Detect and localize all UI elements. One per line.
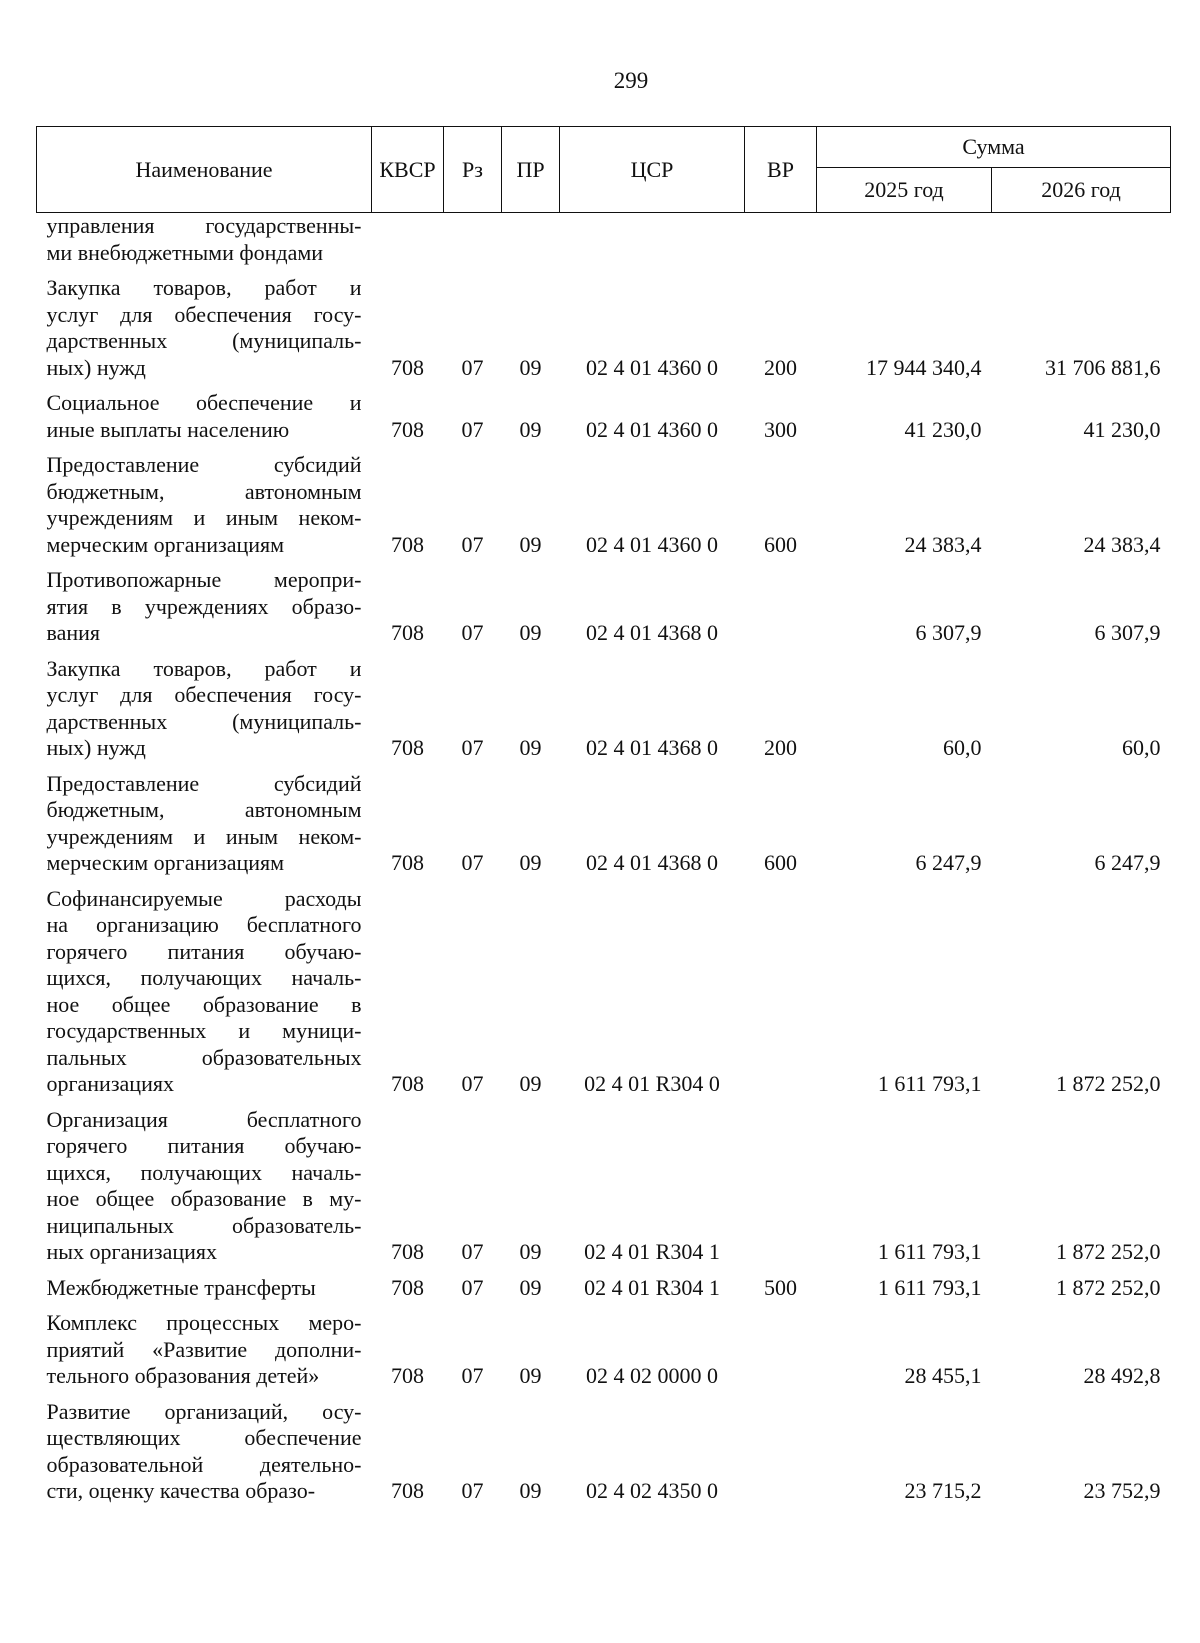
- cell-pr: 09: [519, 735, 542, 760]
- name-line: ми внебюджетными фондами: [46, 239, 324, 265]
- cell-rz: 07: [461, 1478, 484, 1503]
- name-line: управления государственны-: [46, 213, 362, 238]
- cell-name: [37, 647, 372, 762]
- cell-name: [37, 213, 372, 267]
- table-row: [37, 1390, 1171, 1505]
- cell-rz: 07: [461, 1274, 484, 1300]
- name-line: Комплекс процессных меро-: [46, 1310, 362, 1335]
- table-row: [37, 266, 1171, 381]
- name-line: Организация бесплатного: [46, 1106, 362, 1132]
- name-line: иные выплаты населению: [46, 416, 290, 442]
- cell-rz: 07: [461, 1363, 484, 1388]
- cell-amount-2026: 6 307,9: [1094, 620, 1161, 645]
- cell-csr: 02 4 01 4360 0: [586, 531, 718, 557]
- cell-amount-2026: 1 872 252,0: [1056, 1274, 1161, 1300]
- cell-vr: [745, 1390, 817, 1505]
- name-line: сти, оценку качества образо-: [46, 1478, 316, 1503]
- cell-name: [37, 1301, 372, 1390]
- name-line: Предоставление субсидий: [46, 770, 362, 796]
- name-line: ное общее образование в: [46, 991, 362, 1017]
- cell-vr: 200: [764, 735, 797, 760]
- name-line: приятий «Развитие дополни-: [46, 1336, 362, 1362]
- name-line: ятия в учреждениях образо-: [46, 593, 362, 619]
- cell-amount-2026: 41 230,0: [1083, 416, 1161, 442]
- table-body: [37, 213, 1171, 1505]
- name-line: ное общее образование в му-: [46, 1186, 362, 1211]
- cell-csr: 02 4 01 R304 0: [584, 1071, 720, 1096]
- cell-pr: 09: [519, 1478, 542, 1503]
- name-line: учреждениям и иным неком-: [46, 505, 362, 530]
- cell-kvsr: 708: [391, 1071, 424, 1096]
- page-number: 299: [613, 68, 649, 93]
- cell-amount-2025: 60,0: [943, 735, 982, 760]
- cell-pr: 09: [519, 531, 542, 557]
- cell-pr: [502, 213, 560, 267]
- cell-kvsr: 708: [391, 1363, 424, 1388]
- cell-rz: [444, 213, 502, 267]
- name-line: бюджетным, автономным: [46, 478, 362, 504]
- cell-amount-2025: 6 247,9: [915, 850, 982, 875]
- table-row: [37, 762, 1171, 877]
- name-line: ных) нужд: [46, 354, 146, 380]
- name-line: ных организациях: [46, 1239, 218, 1264]
- cell-csr: 02 4 01 4368 0: [586, 620, 718, 645]
- header-csr: ЦСР: [560, 127, 745, 213]
- cell-amount-2025: 1 611 793,1: [877, 1274, 982, 1300]
- cell-csr: 02 4 01 R304 1: [584, 1239, 720, 1264]
- cell-amount-2025: [817, 213, 992, 267]
- header-vr: ВР: [745, 127, 817, 213]
- cell-pr: 09: [519, 1363, 542, 1388]
- cell-vr: [745, 1301, 817, 1390]
- cell-amount-2026: 23 752,9: [1083, 1478, 1161, 1503]
- name-line: учреждениям и иным неком-: [46, 823, 362, 849]
- cell-amount-2026: 28 492,8: [1083, 1363, 1161, 1388]
- header-name: Наименование: [37, 127, 372, 213]
- header-year-2025: 2025 год: [817, 168, 992, 213]
- name-line: на организацию бесплатного: [46, 912, 362, 937]
- cell-amount-2026: 1 872 252,0: [1056, 1239, 1161, 1264]
- cell-pr: 09: [519, 1274, 542, 1300]
- name-line: бюджетным, автономным: [46, 797, 362, 822]
- cell-kvsr: 708: [391, 850, 424, 875]
- cell-name: [37, 266, 372, 381]
- cell-pr: 09: [519, 354, 542, 380]
- cell-csr: 02 4 01 4360 0: [586, 416, 718, 442]
- table-row: [37, 213, 1171, 267]
- name-line: дарственных (муниципаль-: [46, 708, 362, 734]
- cell-amount-2025: 24 383,4: [904, 531, 982, 557]
- name-line: образовательной деятельно-: [46, 1451, 362, 1477]
- cell-amount-2025: 23 715,2: [904, 1478, 982, 1503]
- cell-rz: 07: [461, 1071, 484, 1096]
- cell-vr: 200: [764, 354, 797, 380]
- cell-kvsr: 708: [391, 354, 424, 380]
- cell-amount-2025: 1 611 793,1: [877, 1239, 982, 1264]
- cell-csr: 02 4 01 4360 0: [586, 354, 718, 380]
- table-row: [37, 1266, 1171, 1302]
- name-line: горячего питания обучаю-: [46, 1133, 362, 1158]
- cell-kvsr: 708: [391, 416, 424, 442]
- cell-pr: 09: [519, 1071, 542, 1096]
- cell-name: [37, 558, 372, 647]
- cell-rz: 07: [461, 735, 484, 760]
- cell-name: [37, 1098, 372, 1266]
- cell-csr: 02 4 01 4368 0: [586, 850, 718, 875]
- cell-vr: 300: [764, 416, 797, 442]
- name-line: щихся, получающих началь-: [46, 965, 362, 990]
- name-line: Закупка товаров, работ и: [46, 655, 362, 681]
- table-row: [37, 443, 1171, 558]
- cell-kvsr: 708: [391, 1478, 424, 1503]
- name-line: Софинансируемые расходы: [46, 885, 362, 911]
- table-row: [37, 381, 1171, 443]
- name-line: тельного образования детей»: [46, 1363, 320, 1388]
- cell-amount-2026: 1 872 252,0: [1056, 1071, 1161, 1096]
- cell-amount-2025: 17 944 340,4: [866, 354, 982, 380]
- name-line: ных) нужд: [46, 735, 146, 760]
- cell-rz: 07: [461, 850, 484, 875]
- cell-name: [37, 1390, 372, 1505]
- cell-kvsr: [372, 213, 444, 267]
- cell-amount-2025: 6 307,9: [915, 620, 982, 645]
- header-pr: ПР: [502, 127, 560, 213]
- cell-vr: 600: [764, 531, 797, 557]
- cell-name: [37, 1266, 372, 1302]
- cell-vr: [745, 877, 817, 1098]
- cell-rz: 07: [461, 531, 484, 557]
- cell-vr: 600: [764, 850, 797, 875]
- table-header: [37, 127, 1171, 213]
- cell-amount-2026: [992, 213, 1171, 267]
- cell-kvsr: 708: [391, 620, 424, 645]
- cell-kvsr: 708: [391, 531, 424, 557]
- header-sum: Сумма: [817, 127, 1171, 168]
- cell-rz: 07: [461, 416, 484, 442]
- cell-amount-2025: 1 611 793,1: [877, 1071, 982, 1096]
- name-line: Социальное обеспечение и: [46, 390, 362, 415]
- table-row: [37, 1301, 1171, 1390]
- cell-amount-2026: 6 247,9: [1094, 850, 1161, 875]
- cell-kvsr: 708: [391, 1239, 424, 1264]
- cell-rz: 07: [461, 620, 484, 645]
- cell-name: [37, 443, 372, 558]
- cell-pr: 09: [519, 620, 542, 645]
- name-line: вания: [46, 620, 101, 645]
- name-line: Противопожарные меропри-: [46, 567, 362, 592]
- name-line: услуг для обеспечения госу-: [46, 301, 362, 327]
- name-line: мерческим организациям: [46, 531, 285, 557]
- header-rz: Рз: [444, 127, 502, 213]
- name-line: дарственных (муниципаль-: [46, 328, 362, 353]
- name-line: организациях: [46, 1071, 174, 1096]
- name-line: пальных образовательных: [46, 1044, 362, 1070]
- name-line: горячего питания обучаю-: [46, 938, 362, 964]
- cell-amount-2026: 24 383,4: [1083, 531, 1161, 557]
- cell-csr: 02 4 02 0000 0: [586, 1363, 718, 1388]
- table-row: [37, 877, 1171, 1098]
- header-year-2026: 2026 год: [992, 168, 1171, 213]
- cell-amount-2025: 28 455,1: [904, 1363, 982, 1388]
- name-line: Межбюджетные трансферты: [46, 1274, 316, 1300]
- cell-amount-2025: 41 230,0: [904, 416, 982, 442]
- cell-csr: [560, 213, 745, 267]
- cell-vr: 500: [764, 1274, 797, 1300]
- cell-csr: 02 4 01 R304 1: [584, 1274, 720, 1300]
- cell-amount-2026: 60,0: [1122, 735, 1161, 760]
- name-line: Закупка товаров, работ и: [46, 275, 362, 300]
- name-line: мерческим организациям: [46, 850, 285, 875]
- cell-vr: [745, 1098, 817, 1266]
- cell-name: [37, 762, 372, 877]
- cell-pr: 09: [519, 416, 542, 442]
- table-row: [37, 647, 1171, 762]
- cell-csr: 02 4 01 4368 0: [586, 735, 718, 760]
- cell-name: [37, 381, 372, 443]
- name-line: щихся, получающих началь-: [46, 1159, 362, 1185]
- name-line: ществляющих обеспечение: [46, 1425, 362, 1450]
- name-line: Предоставление субсидий: [46, 452, 362, 477]
- cell-kvsr: 708: [391, 735, 424, 760]
- name-line: Развитие организаций, осу-: [46, 1398, 362, 1424]
- name-line: услуг для обеспечения госу-: [46, 682, 362, 707]
- table-row: [37, 1098, 1171, 1266]
- cell-name: [37, 877, 372, 1098]
- cell-vr: [745, 558, 817, 647]
- name-line: ниципальных образователь-: [46, 1212, 362, 1238]
- cell-pr: 09: [519, 1239, 542, 1264]
- table-row: [37, 558, 1171, 647]
- cell-csr: 02 4 02 4350 0: [586, 1478, 718, 1503]
- cell-amount-2026: 31 706 881,6: [1045, 354, 1161, 380]
- cell-vr: [745, 213, 817, 267]
- cell-rz: 07: [461, 354, 484, 380]
- name-line: государственных и муници-: [46, 1018, 362, 1043]
- budget-table: [36, 126, 1171, 1505]
- cell-rz: 07: [461, 1239, 484, 1264]
- header-kvsr: КВСР: [372, 127, 444, 213]
- cell-pr: 09: [519, 850, 542, 875]
- cell-kvsr: 708: [391, 1274, 424, 1300]
